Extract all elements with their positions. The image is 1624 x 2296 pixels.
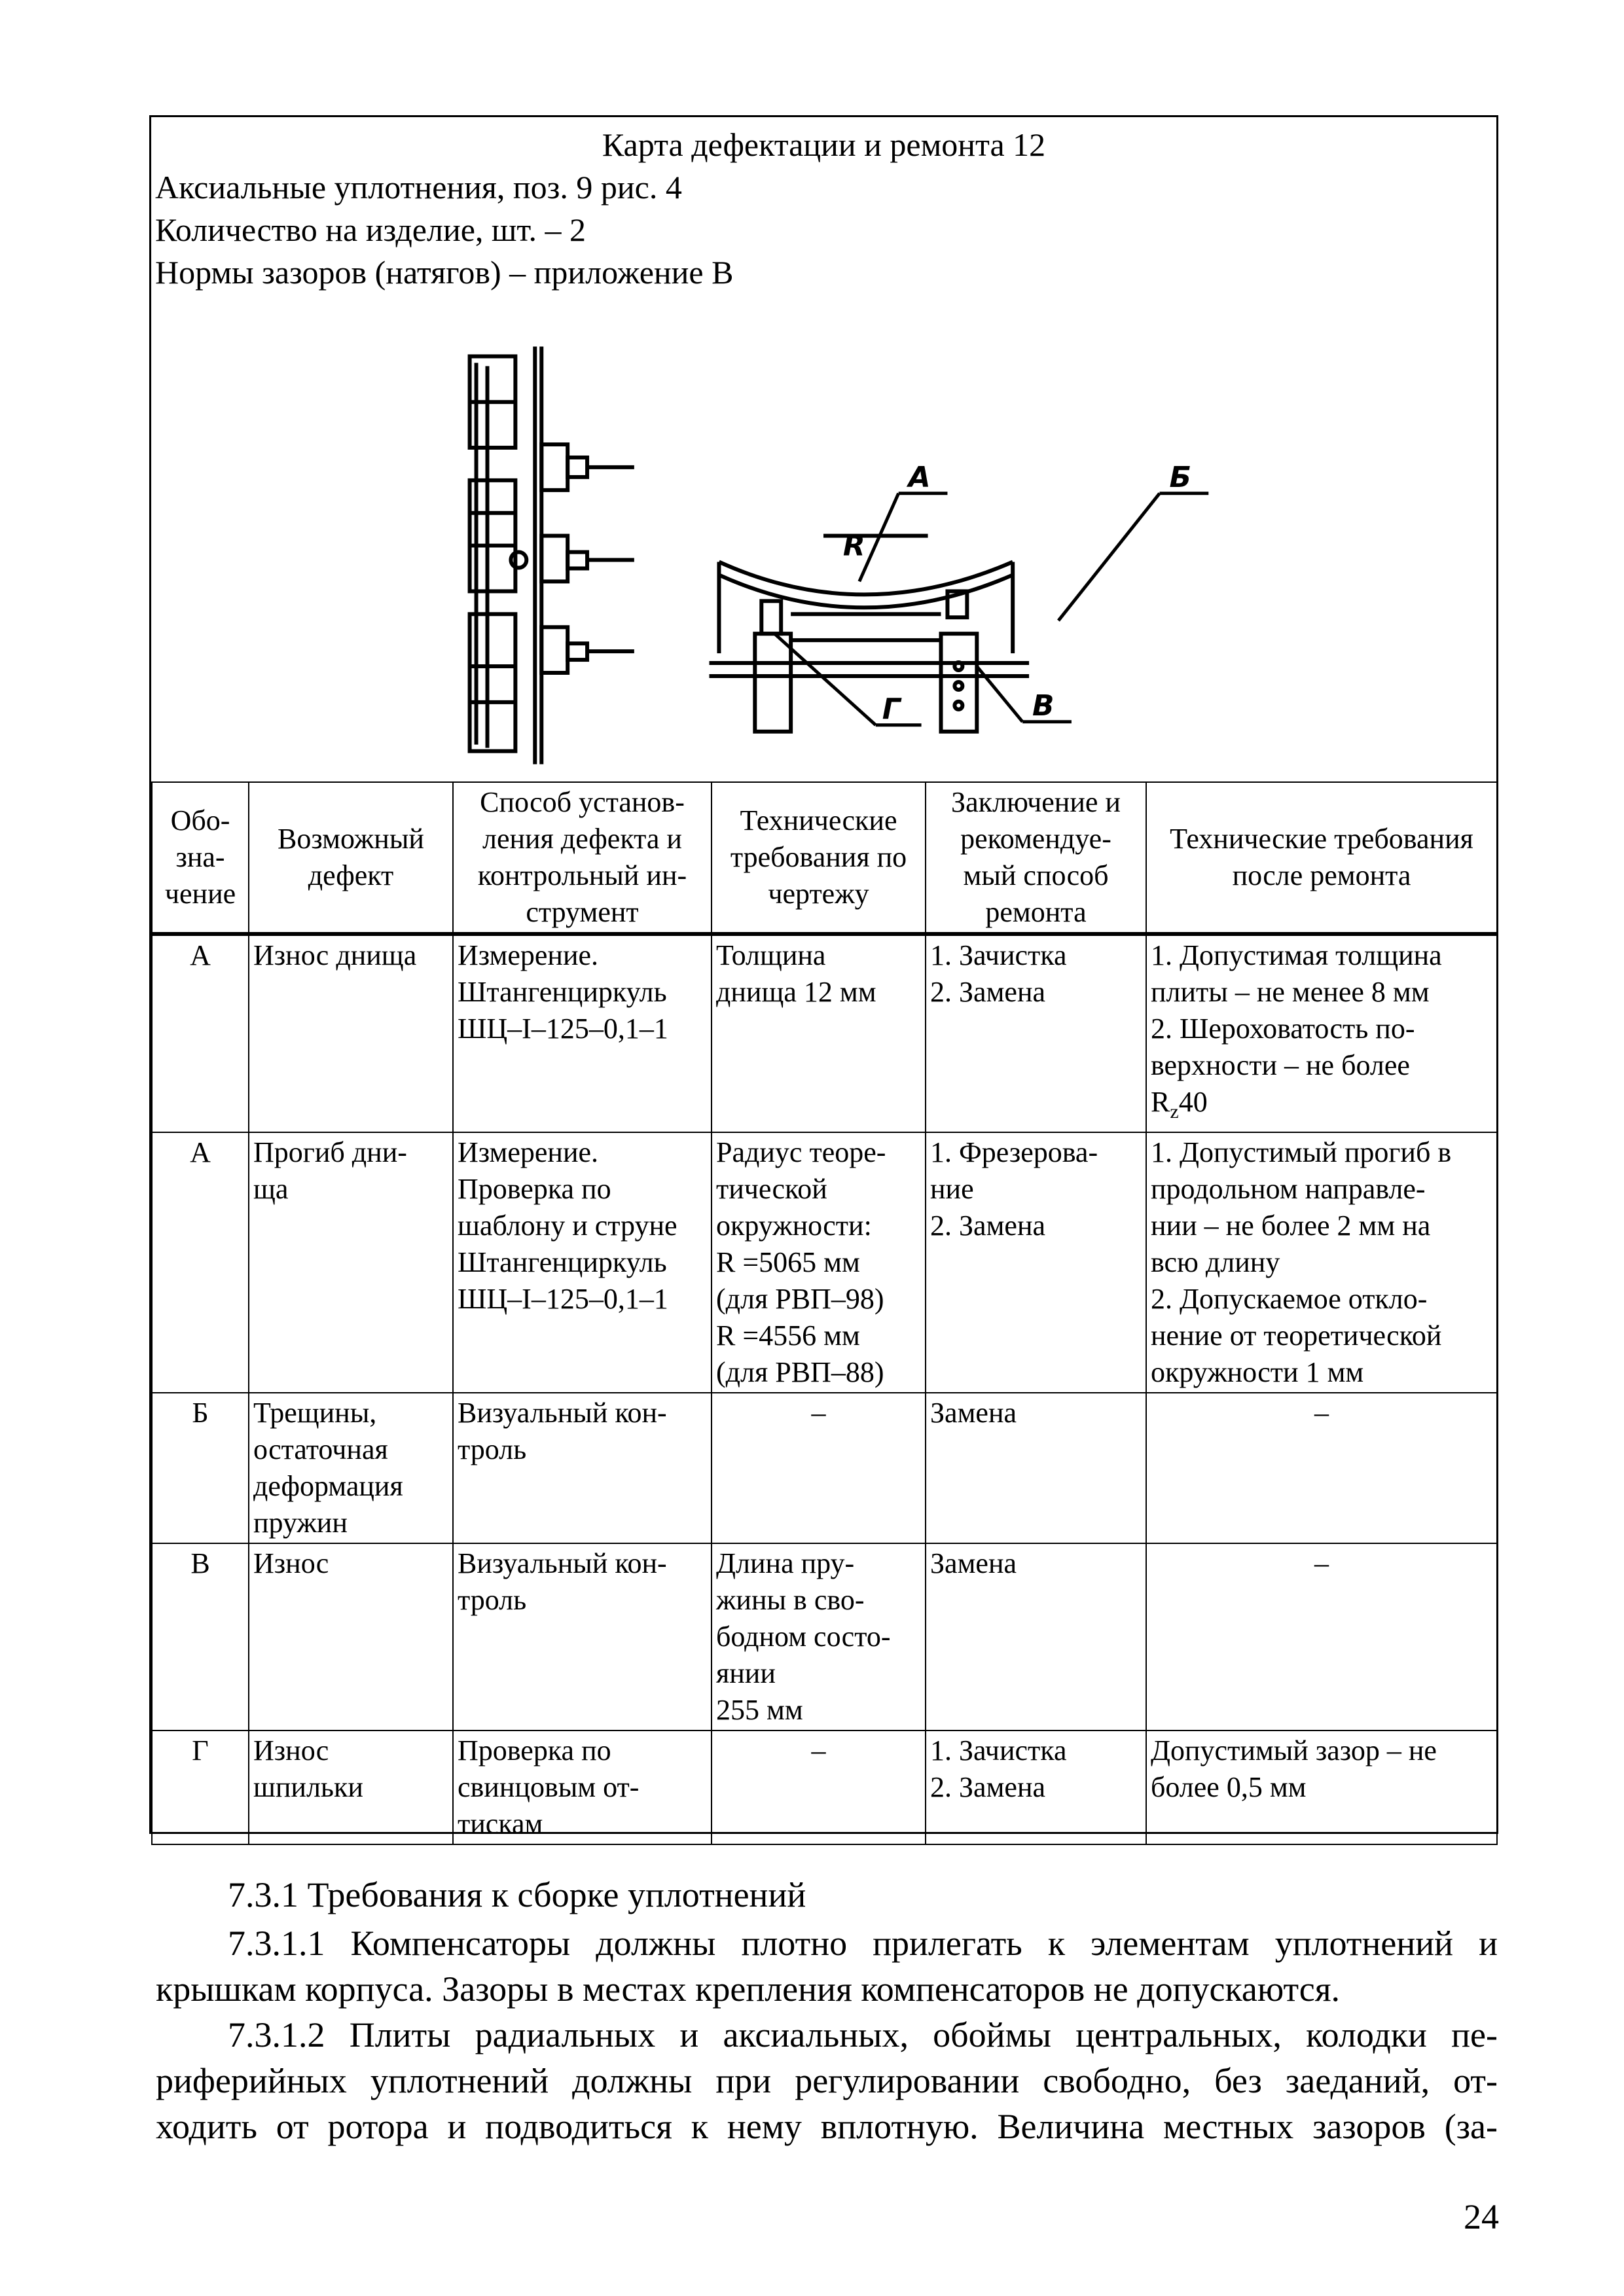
label-v: В (1032, 689, 1055, 723)
header-text: Заключение и (951, 786, 1121, 818)
cell-text: (для РВП–88) (716, 1355, 884, 1388)
cell-text: Штангенциркуль (458, 1246, 667, 1278)
cell-text: – (811, 1396, 826, 1429)
card-clearance-norms: Нормы зазоров (натягов) – приложение В (155, 254, 734, 291)
cell-text: тической (716, 1172, 827, 1205)
cell-text: шаблону и струне (458, 1209, 677, 1242)
column-header (712, 782, 926, 934)
cell-text: Толщина (716, 939, 826, 971)
cell-designation: Г (152, 1731, 249, 1844)
cell-requirements (712, 934, 926, 1132)
column-header (249, 782, 453, 934)
cell-text: Проверка по (458, 1734, 611, 1767)
paragraph-7-3-1-2 (156, 2012, 1498, 2149)
paragraph-line: риферийных уплотнений должны при регулировании свободно, без заеданий, от- (156, 2061, 1498, 2100)
paragraph-line: ходить от ротора и подводиться к нему вплотную. Величина местных зазоров (за- (156, 2107, 1498, 2146)
cell-after-repair (1146, 1731, 1497, 1844)
cell-text: всю длину (1151, 1246, 1280, 1278)
cell-defect (249, 934, 453, 1132)
header-text: чение (164, 878, 236, 910)
header-text: Возможный (278, 823, 424, 855)
section-title: 7.3.1 Требования к сборке уплотнений (228, 1875, 806, 1914)
header-text: струмент (526, 896, 639, 928)
header-text: ремонта (985, 896, 1087, 928)
cell-text: Износ (253, 1734, 329, 1767)
cell-text: плиты – не менее 8 мм (1151, 976, 1430, 1008)
cell-text: бодном состо- (716, 1620, 891, 1653)
cell-text: Визуальный кон- (458, 1396, 667, 1429)
card-part-name: Аксиальные уплотнения, поз. 9 рис. 4 (155, 169, 682, 206)
cell-text: Замена (930, 1547, 1017, 1579)
cell-text: 2. Допускаемое откло- (1151, 1282, 1428, 1315)
column-header (453, 782, 712, 934)
seal-plate-view (710, 536, 1030, 732)
label-r: R (842, 529, 865, 563)
cell-conclusion (926, 1731, 1146, 1844)
cell-text: Прогиб дни- (253, 1136, 407, 1168)
cell-text: верхности – не более (1151, 1049, 1410, 1081)
cell-text: 255 мм (716, 1693, 803, 1726)
table-header (152, 782, 1497, 934)
cell-text: 2. Шероховатость по- (1151, 1013, 1415, 1045)
cell-text: ща (253, 1172, 289, 1205)
cell-text: троль (458, 1433, 527, 1465)
seal-drawing (151, 117, 1496, 781)
cell-defect (249, 1393, 453, 1543)
cell-method (453, 934, 712, 1132)
cell-conclusion (926, 1132, 1146, 1393)
cell-defect (249, 1132, 453, 1393)
label-a: А (908, 460, 931, 494)
cell-text: шпильки (253, 1770, 363, 1803)
cell-text: янии (716, 1657, 776, 1689)
cell-method (453, 1731, 712, 1844)
header-text: дефект (308, 859, 394, 891)
cell-text: окружности 1 мм (1151, 1355, 1364, 1388)
cell-text: 2. Замена (930, 976, 1046, 1008)
cell-text: – (1314, 1547, 1329, 1579)
cell-text: 2. Замена (930, 1770, 1046, 1803)
cell-method (453, 1132, 712, 1393)
cell-text: Визуальный кон- (458, 1547, 667, 1579)
header-text: Технические (740, 804, 897, 836)
paragraph-line: 7.3.1.1 Компенсаторы должны плотно прилегать к элементам уплотнений и (228, 1924, 1498, 1963)
cell-requirements (712, 1132, 926, 1393)
leader-lines (774, 493, 1208, 725)
defect-card (149, 115, 1498, 1840)
cell-text: Замена (930, 1396, 1017, 1429)
cell-designation: Б (152, 1393, 249, 1543)
cell-text: Допустимый зазор – не (1151, 1734, 1437, 1767)
cell-method (453, 1393, 712, 1543)
cell-conclusion (926, 1543, 1146, 1731)
cell-conclusion (926, 934, 1146, 1132)
table-row (152, 1132, 1497, 1393)
cell-text: тискам (458, 1807, 543, 1840)
header-text: требования по (730, 841, 907, 873)
cell-text: деформация (253, 1469, 403, 1502)
cell-after-repair (1146, 934, 1497, 1132)
cell-defect (249, 1543, 453, 1731)
cell-text: 1. Фрезерова- (930, 1136, 1098, 1168)
cell-text: Износ (253, 1547, 329, 1579)
cell-text: жины в сво- (716, 1583, 865, 1616)
header-text: ления дефекта и (482, 823, 682, 855)
paragraph-line: 7.3.1.2 Плиты радиальных и аксиальных, обоймы центральных, колодки пе- (228, 2015, 1498, 2054)
paragraph-7-3-1-1 (156, 1920, 1498, 2012)
section-heading (156, 1872, 1498, 1918)
cell-text: продольном направле- (1151, 1172, 1426, 1205)
cell-after-repair (1146, 1543, 1497, 1731)
cell-text: нии – не более 2 мм на (1151, 1209, 1431, 1242)
cell-defect (249, 1731, 453, 1844)
card-title: Карта дефектации и ремонта 12 (602, 126, 1046, 163)
cell-text: Измерение. (458, 939, 599, 971)
table-row (152, 1543, 1497, 1731)
card-header (151, 117, 1496, 781)
cell-text: 1. Зачистка (930, 1734, 1067, 1767)
paragraph-line: крышкам корпуса. Зазоры в местах крепления компенсаторов не допускаются. (156, 1969, 1341, 2009)
cell-text: 1. Допустимая толщина (1151, 939, 1442, 971)
cell-text: Измерение. (458, 1136, 599, 1168)
cell-text: (для РВП–98) (716, 1282, 884, 1315)
cell-text: ШЦ–I–125–0,1–1 (458, 1282, 668, 1315)
cell-after-repair (1146, 1132, 1497, 1393)
header-text: контрольный ин- (477, 859, 687, 891)
cell-text: 1. Допустимый прогиб в (1151, 1136, 1452, 1168)
defects-table (151, 781, 1498, 1845)
cell-text: Длина пру- (716, 1547, 855, 1579)
column-header (926, 782, 1146, 934)
cell-method (453, 1543, 712, 1731)
header-text: чертежу (768, 878, 869, 910)
cell-designation: А (152, 1132, 249, 1393)
cell-text: троль (458, 1583, 527, 1616)
cell-text: остаточная (253, 1433, 388, 1465)
header-text: Способ установ- (480, 786, 685, 818)
table-row (152, 934, 1497, 1132)
page-number: 24 (1464, 2197, 1499, 2236)
cell-requirements (712, 1543, 926, 1731)
header-text: Обо- (170, 804, 230, 836)
cell-text: – (1314, 1396, 1329, 1429)
cell-text: Штангенциркуль (458, 976, 667, 1008)
header-text: после ремонта (1232, 859, 1411, 891)
cell-text: нение от теоретической (1151, 1319, 1442, 1352)
cell-text: пружин (253, 1506, 348, 1539)
cell-text: $R_z40$ (1151, 1086, 1208, 1122)
header-text: Технические требования (1170, 823, 1473, 855)
card-quantity: Количество на изделие, шт. – 2 (155, 211, 586, 248)
cell-text: Радиус теоре- (716, 1136, 886, 1168)
table-row (152, 1731, 1497, 1844)
cell-text: R =4556 мм (716, 1319, 860, 1352)
cell-text: ние (930, 1172, 974, 1205)
cell-requirements (712, 1731, 926, 1844)
cell-text: – (811, 1734, 826, 1767)
header-text: зна- (175, 841, 225, 873)
cell-text: 2. Замена (930, 1209, 1046, 1242)
table-body (152, 934, 1497, 1844)
cell-text: ШЦ–I–125–0,1–1 (458, 1013, 668, 1045)
label-g: Г (882, 692, 901, 726)
cell-text: днища 12 мм (716, 976, 876, 1008)
column-header (1146, 782, 1497, 934)
cell-requirements (712, 1393, 926, 1543)
header-text: рекомендуе- (960, 823, 1111, 855)
cell-after-repair (1146, 1393, 1497, 1543)
cell-designation: В (152, 1543, 249, 1731)
cell-designation: А (152, 934, 249, 1132)
seal-side-view (470, 346, 634, 764)
header-row (152, 782, 1497, 934)
cell-text: R =5065 мм (716, 1246, 860, 1278)
table-row (152, 1393, 1497, 1543)
cell-conclusion (926, 1393, 1146, 1543)
cell-text: 1. Зачистка (930, 939, 1067, 971)
cell-text: более 0,5 мм (1151, 1770, 1307, 1803)
cell-text: Трещины, (253, 1396, 377, 1429)
cell-text: свинцовым от- (458, 1770, 640, 1803)
cell-text: окружности: (716, 1209, 872, 1242)
cell-text: Износ днища (253, 939, 417, 971)
header-text: мый способ (963, 859, 1109, 891)
cell-text: Проверка по (458, 1172, 611, 1205)
label-b: Б (1169, 460, 1191, 494)
column-header (152, 782, 249, 934)
